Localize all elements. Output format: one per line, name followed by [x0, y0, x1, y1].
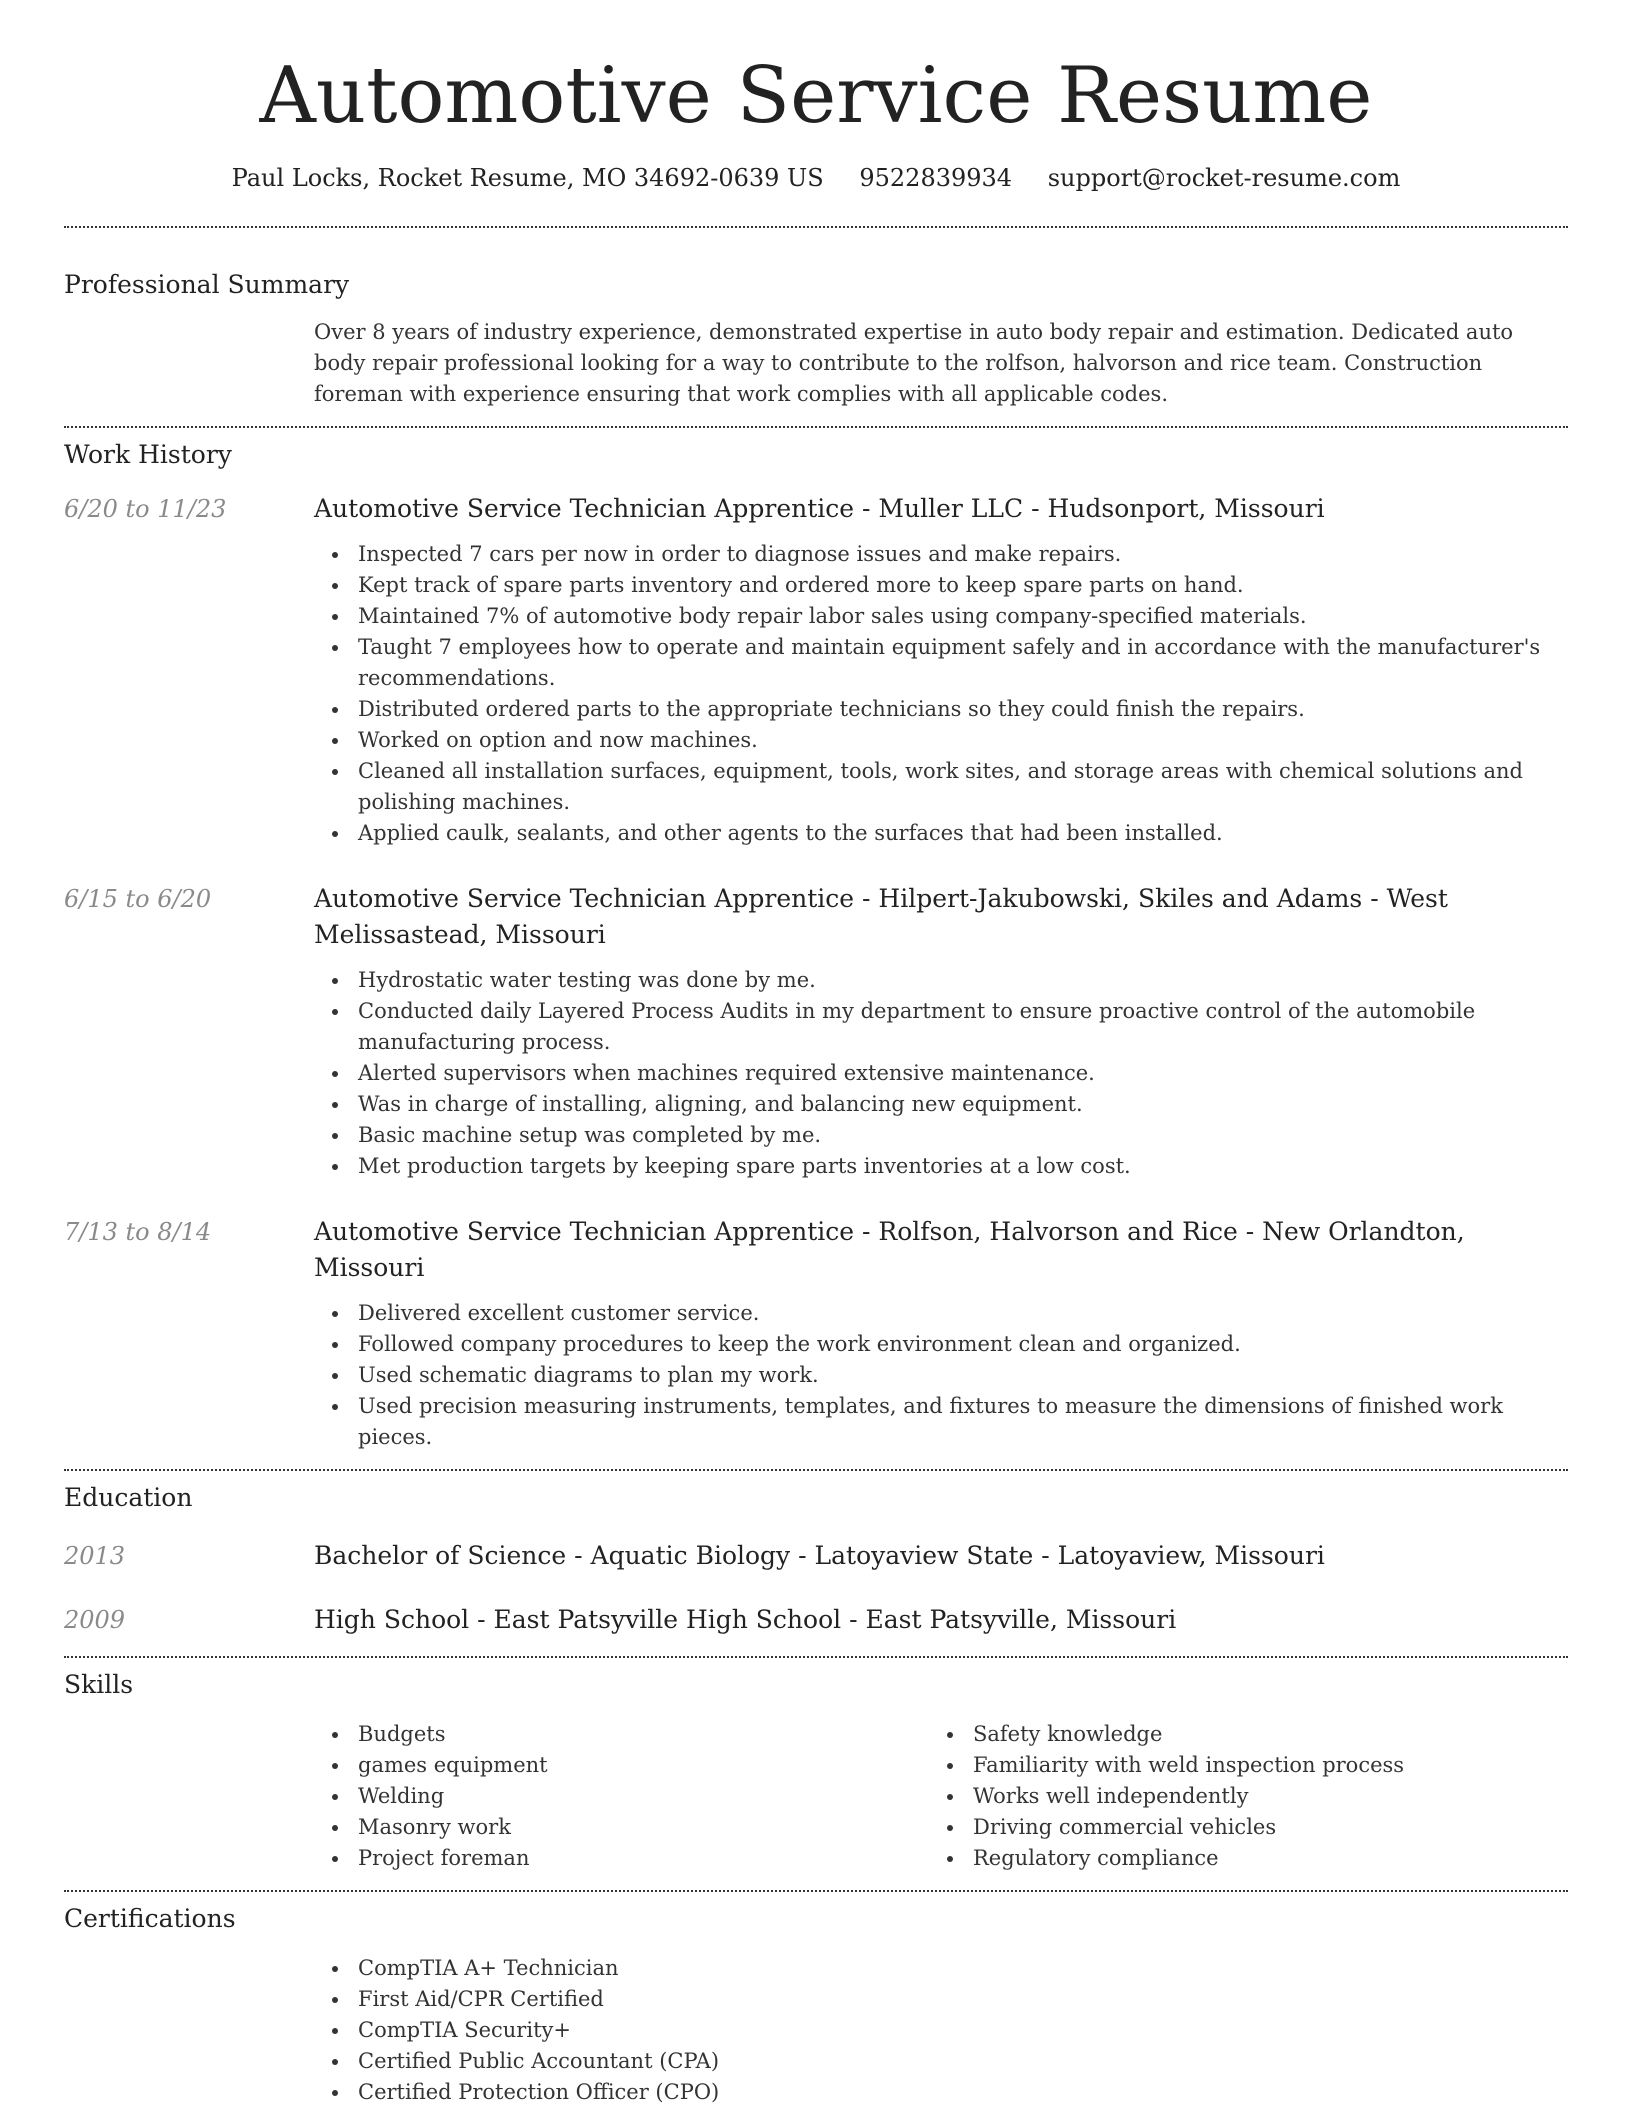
- job-bullet: Inspected 7 cars per now in order to diagnose issues and make repairs.: [314, 539, 1568, 570]
- summary-text: Over 8 years of industry experience, demonstrated expertise in auto body repair and estimation. Dedicated auto body repair professional looking for a way to contribute to the rolfson, halvorson and rice team. Construction foreman with experience ensuring that work complies with all applicable codes.: [314, 319, 1514, 406]
- job-bullet: Followed company procedures to keep the work environment clean and organized.: [314, 1329, 1568, 1360]
- job-entry: [64, 1182, 1568, 1453]
- skill-item: Project foreman: [314, 1843, 929, 1874]
- skills-section: [64, 1658, 1568, 1890]
- certification-item: Certified Public Accountant (CPA): [314, 2046, 1568, 2077]
- job-bullet: Applied caulk, sealants, and other agents to the surfaces that had been installed.: [314, 818, 1568, 849]
- job-entry: [64, 479, 1568, 849]
- job-bullet: Was in charge of installing, aligning, and balancing new equipment.: [314, 1089, 1568, 1120]
- job-dates: 6/20 to 11/23: [64, 494, 227, 523]
- skill-item: Masonry work: [314, 1812, 929, 1843]
- job-bullet: Kept track of spare parts inventory and ordered more to keep spare parts on hand.: [314, 570, 1568, 601]
- summary-section: [64, 228, 1568, 426]
- education-text: Bachelor of Science - Aquatic Biology - Latoyaview State - Latoyaview, Missouri: [314, 1540, 1325, 1570]
- job-title: Automotive Service Technician Apprentice - Rolfson, Halvorson and Rice - New Orlandton, Missouri: [314, 1216, 1465, 1282]
- job-bullets: [314, 539, 1568, 849]
- education-section: [64, 1471, 1568, 1656]
- certifications-section: [64, 1892, 1568, 2112]
- certification-item: First Aid/CPR Certified: [314, 1984, 1568, 2015]
- job-title: Automotive Service Technician Apprentice - Muller LLC - Hudsonport, Missouri: [314, 493, 1325, 523]
- resume-header: [64, 0, 1568, 192]
- education-text: High School - East Patsyville High School - East Patsyville, Missouri: [314, 1604, 1177, 1634]
- education-entry: [64, 1522, 1568, 1574]
- certification-item: CompTIA Security+: [314, 2015, 1568, 2046]
- skills-list-left: [314, 1719, 929, 1874]
- job-title: Automotive Service Technician Apprentice - Hilpert-Jakubowski, Skiles and Adams - West Melissastead, Missouri: [314, 883, 1448, 949]
- job-bullet: Alerted supervisors when machines required extensive maintenance.: [314, 1058, 1568, 1089]
- skill-item: Regulatory compliance: [929, 1843, 1544, 1874]
- certifications-heading: Certifications: [64, 1903, 236, 1933]
- skill-item: Safety knowledge: [929, 1719, 1544, 1750]
- skills-list-right: [929, 1719, 1544, 1874]
- summary-heading: Professional Summary: [64, 269, 350, 299]
- education-year: 2009: [64, 1605, 126, 1634]
- education-entry: [64, 1574, 1568, 1638]
- certification-item: Certified Protection Officer (CPO): [314, 2077, 1568, 2108]
- work-history-heading: Work History: [64, 439, 232, 469]
- skill-item: games equipment: [314, 1750, 929, 1781]
- job-bullets: [314, 965, 1568, 1182]
- contact-email: support@rocket-resume.com: [1047, 163, 1401, 192]
- skill-item: Familiarity with weld inspection process: [929, 1750, 1544, 1781]
- job-dates: 7/13 to 8/14: [64, 1217, 212, 1246]
- work-history-section: [64, 428, 1568, 1469]
- education-heading: Education: [64, 1482, 193, 1512]
- contact-address: Paul Locks, Rocket Resume, MO 34692-0639 US: [231, 163, 824, 192]
- job-bullet: Conducted daily Layered Process Audits in my department to ensure proactive control of the automobile manufacturing process.: [314, 996, 1568, 1058]
- certifications-list: [314, 1953, 1568, 2108]
- job-bullet: Used precision measuring instruments, templates, and fixtures to measure the dimensions of finished work pieces.: [314, 1391, 1568, 1453]
- job-bullet: Cleaned all installation surfaces, equipment, tools, work sites, and storage areas with chemical solutions and polishing machines.: [314, 756, 1568, 818]
- job-bullet: Hydrostatic water testing was done by me.: [314, 965, 1568, 996]
- job-bullet: Basic machine setup was completed by me.: [314, 1120, 1568, 1151]
- job-bullet: Met production targets by keeping spare parts inventories at a low cost.: [314, 1151, 1568, 1182]
- job-bullet: Used schematic diagrams to plan my work.: [314, 1360, 1568, 1391]
- skill-item: Welding: [314, 1781, 929, 1812]
- skill-item: Driving commercial vehicles: [929, 1812, 1544, 1843]
- job-dates: 6/15 to 6/20: [64, 884, 212, 913]
- job-bullet: Distributed ordered parts to the appropriate technicians so they could finish the repairs.: [314, 694, 1568, 725]
- job-bullets: [314, 1298, 1568, 1453]
- job-bullet: Maintained 7% of automotive body repair labor sales using company-specified materials.: [314, 601, 1568, 632]
- certification-item: CompTIA A+ Technician: [314, 1953, 1568, 1984]
- skills-heading: Skills: [64, 1669, 134, 1699]
- skill-item: Works well independently: [929, 1781, 1544, 1812]
- education-year: 2013: [64, 1541, 126, 1570]
- job-bullet: Taught 7 employees how to operate and maintain equipment safely and in accordance with the manufacturer's recommendations.: [314, 632, 1568, 694]
- resume-title: Automotive Service Resume: [259, 51, 1373, 141]
- skill-item: Budgets: [314, 1719, 929, 1750]
- job-bullet: Delivered excellent customer service.: [314, 1298, 1568, 1329]
- contact-phone: 9522839934: [859, 163, 1013, 192]
- job-entry: [64, 849, 1568, 1182]
- contact-line: [64, 164, 1568, 192]
- job-bullet: Worked on option and now machines.: [314, 725, 1568, 756]
